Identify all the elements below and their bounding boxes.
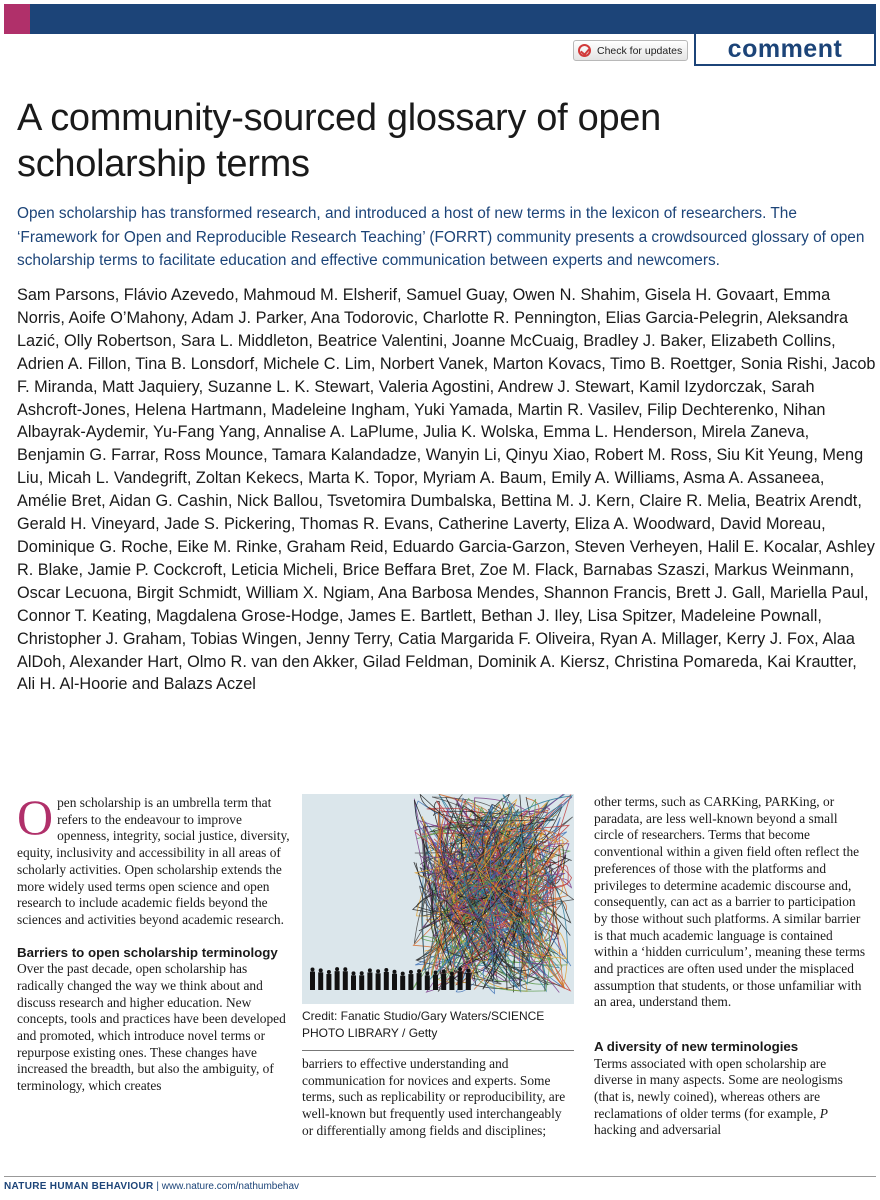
article-title: A community-sourced glossary of open scholarship terms <box>17 97 661 185</box>
section-heading-diversity: A diversity of new terminologies <box>594 1039 799 1055</box>
intro-paragraph <box>17 789 293 929</box>
person-silhouette-head <box>384 968 388 972</box>
footer-rule <box>4 1176 876 1177</box>
footer <box>4 1180 299 1194</box>
person-silhouette-head <box>417 969 421 973</box>
person-silhouette-body <box>408 974 413 990</box>
scribble-people-illustration <box>302 794 574 1004</box>
journal-name: NATURE HUMAN BEHAVIOUR <box>4 1181 154 1192</box>
drop-cap: O <box>17 789 54 845</box>
person-silhouette-body <box>335 971 340 990</box>
person-silhouette-head <box>352 971 356 975</box>
person-silhouette-body <box>359 975 364 990</box>
person-silhouette-head <box>319 968 323 972</box>
person-silhouette-head <box>368 968 372 972</box>
author-list: Sam Parsons, Flávio Azevedo, Mahmoud M. Elsherif, Samuel Guay, Owen N. Shahim, Gisela H. Govaart, Emma Norris, Aoife O’Mahony, Adam J. Parker, Ana Todorovic, Charlotte R. Pennington, Elias Garcia-Pelegrin, Aleksandra Lazić, Olly Robertson, Sara L. Middleton, Beatrice Valentini, Joanne McCuaig, Bradley J. Baker, Elizabeth Collins, Adrien A. Fillon, Tina B. Lonsdorf, Michele C. Lim, Norbert Vanek, Marton Kovacs, Timo B. Roettger, Sonia Rishi, Jacob F. Miranda, Matt Jaquiery, Suzanne L. K. Stewart, Valeria Agostini, Andrew J. Stewart, Kamil Izydorczak, Sarah Ashcroft-Jones, Helena Hartmann, Madeleine Ingham, Yuki Yamada, Martin R. Vasilev, Filip Dechterenko, Nihan Albayrak-Aydemir, Yu-Fang Yang, Annalise A. LaPlume, Julia K. Wolska, Emma L. Henderson, Mirela Zaneva, Benjamin G. Farrar, Ross Mounce, Tamara Kalandadze, Wanyin Li, Qinyu Xiao, Robert M. Ross, Siu Kit Yeung, Meng Liu, Micah L. Vandegrift, Zoltan Kekecs, Marta K. Topor, Myriam A. Baum, Emily A. Williams, Asma A. Assaneea, Amélie Bret, Aidan G. Cashin, Nick Ballou, Tsvetomira Dumbalska, Bettina M. J. Kern, Claire R. Melia, Beatrix Arendt, Gerald H. Vineyard, Jade S. Pickering, Thomas R. Evans, Catherine Laverty, Eliza A. Woodward, David Moreau, Dominique G. Roche, Eike M. Rinke, Graham Reid, Eduardo Garcia-Garzon, Steven Verheyen, Halil E. Kocalar, Ashley R. Blake, Jamie P. Cockcroft, Leticia Micheli, Brice Beffara Bret, Zoe M. Flack, Barnabas Szaszi, Markus Weinmann, Oscar Lecuona, Birgit Schmidt, William X. Ngiam, Ana Barbosa Mendes, Shannon Francis, Brett J. Gall, Mariella Paul, Connor T. Keating, Magdalena Grose-Hodge, James E. Bartlett, Bethan J. Iley, Lisa Spitzer, Madeleine Pownall, Christopher J. Graham, Tobias Wingen, Jenny Terry, Catia Margarida F. Oliveira, Ryan A. Millager, Kerry J. Fox, Alaa AlDoh, Alexander Hart, Olmo R. van den Akker, Gilad Feldman, Dominik A. Kiersz, Christina Pomareda, Kai Krautter, Ali H. Al-Hoorie and Balazs Aczel <box>17 286 876 694</box>
diversity-text-end: hacking and adversarial <box>594 1122 722 1138</box>
header-bar <box>4 4 876 34</box>
person-silhouette-body <box>318 972 323 990</box>
article-figure <box>302 794 574 1004</box>
person-silhouette-head <box>450 971 454 975</box>
body-column-3 <box>594 794 866 1139</box>
barriers-paragraph: Over the past decade, open scholarship has radically changed the way we think about and discuss research and higher education. New concepts, tools and practices have been developed and promoted, which introduce novel terms or repurpose existing ones. These changes have increased the breadth, but also the ambiguity, of terminology, which creates <box>17 961 286 1094</box>
person-silhouette-body <box>458 971 463 990</box>
person-silhouette-head <box>311 968 315 972</box>
diversity-paragraph <box>594 1056 866 1140</box>
person-silhouette-body <box>367 972 372 990</box>
person-silhouette-head <box>442 969 446 973</box>
person-silhouette-head <box>393 970 397 974</box>
diversity-text-start: Terms associated with open scholarship are diverse in many aspects. Some are neologisms (that is, newly coined), whereas others are reclamations of older terms (for example, <box>594 1055 843 1121</box>
header-accent-block <box>4 4 30 34</box>
person-silhouette-body <box>449 975 454 990</box>
section-heading-barriers: Barriers to open scholarship terminology <box>17 944 278 960</box>
person-silhouette-head <box>466 969 470 973</box>
journal-url[interactable]: www.nature.com/nathumbehav <box>161 1181 300 1192</box>
barriers-paragraph-continued: barriers to effective understanding and communication for novices and experts. Some terms, such as replicability or reproducibility, are well-known but frequently used interchangeably or differentially among fields and disciplines; <box>302 1056 566 1138</box>
person-silhouette-head <box>343 967 347 971</box>
footer-separator: | <box>156 1181 159 1192</box>
person-silhouette-body <box>326 974 331 990</box>
standfirst: Open scholarship has transformed research, and introduced a host of new terms in the lexicon of researchers. The ‘Framework for Open and Reproducible Research Teaching’ (FORRT) community presents a crowdsourced glossary of open scholarship terms to facilitate education and effective communication between experts and newcomers. <box>17 205 865 269</box>
person-silhouette-body <box>343 971 348 990</box>
person-silhouette-head <box>425 971 429 975</box>
person-silhouette-body <box>441 973 446 990</box>
person-silhouette-head <box>458 967 462 971</box>
person-silhouette-body <box>384 972 389 990</box>
section-label: comment <box>694 34 876 66</box>
person-silhouette-body <box>392 974 397 990</box>
intro-text: pen scholarship is an umbrella term that refers to the endeavour to improve openness, integrity, social justice, diversity, equity, inclusivity and accessibility in all areas of scholarly activities. Open scholarship extends the more widely used terms open science and open research to include academic fields beyond the sciences and activities beyond academic research. <box>17 795 290 927</box>
person-silhouette-body <box>425 975 430 990</box>
person-silhouette-head <box>335 967 339 971</box>
person-silhouette-body <box>433 975 438 990</box>
body-column-2 <box>302 1056 574 1140</box>
person-silhouette-head <box>376 969 380 973</box>
person-silhouette-body <box>351 975 356 990</box>
person-silhouette-body <box>310 972 315 990</box>
person-silhouette-body <box>466 973 471 990</box>
person-silhouette-head <box>401 972 405 976</box>
figure-divider <box>302 1050 574 1051</box>
person-silhouette-body <box>417 973 422 990</box>
terms-paragraph: other terms, such as CARKing, PARKing, or paradata, are less well-known beyond a small circle of researchers. Terms that become conventional within a given field often reflect the preferences of those with the platforms and privileges to determine academic discourse and, consequently, can act as a barrier to participation by those without such platforms. A similar barrier is that much academic language is contained within a ‘hidden curriculum’, meaning these terms and practices are often used under the misplaced assumption that students, or those unfamiliar with an area, understand them. <box>594 794 866 1010</box>
check-circle-icon <box>578 44 591 57</box>
person-silhouette-head <box>360 971 364 975</box>
diversity-text-italic: P <box>819 1105 828 1121</box>
body-column-1 <box>17 789 293 1095</box>
person-silhouette-body <box>376 973 381 990</box>
figure-caption: Credit: Fanatic Studio/Gary Waters/SCIENCE PHOTO LIBRARY / Getty <box>302 1009 545 1040</box>
check-for-updates-label: Check for updates <box>597 44 683 57</box>
person-silhouette-head <box>434 971 438 975</box>
person-silhouette-head <box>327 970 331 974</box>
person-silhouette-body <box>400 976 405 990</box>
person-silhouette-head <box>409 970 413 974</box>
check-for-updates-button[interactable] <box>573 40 688 61</box>
